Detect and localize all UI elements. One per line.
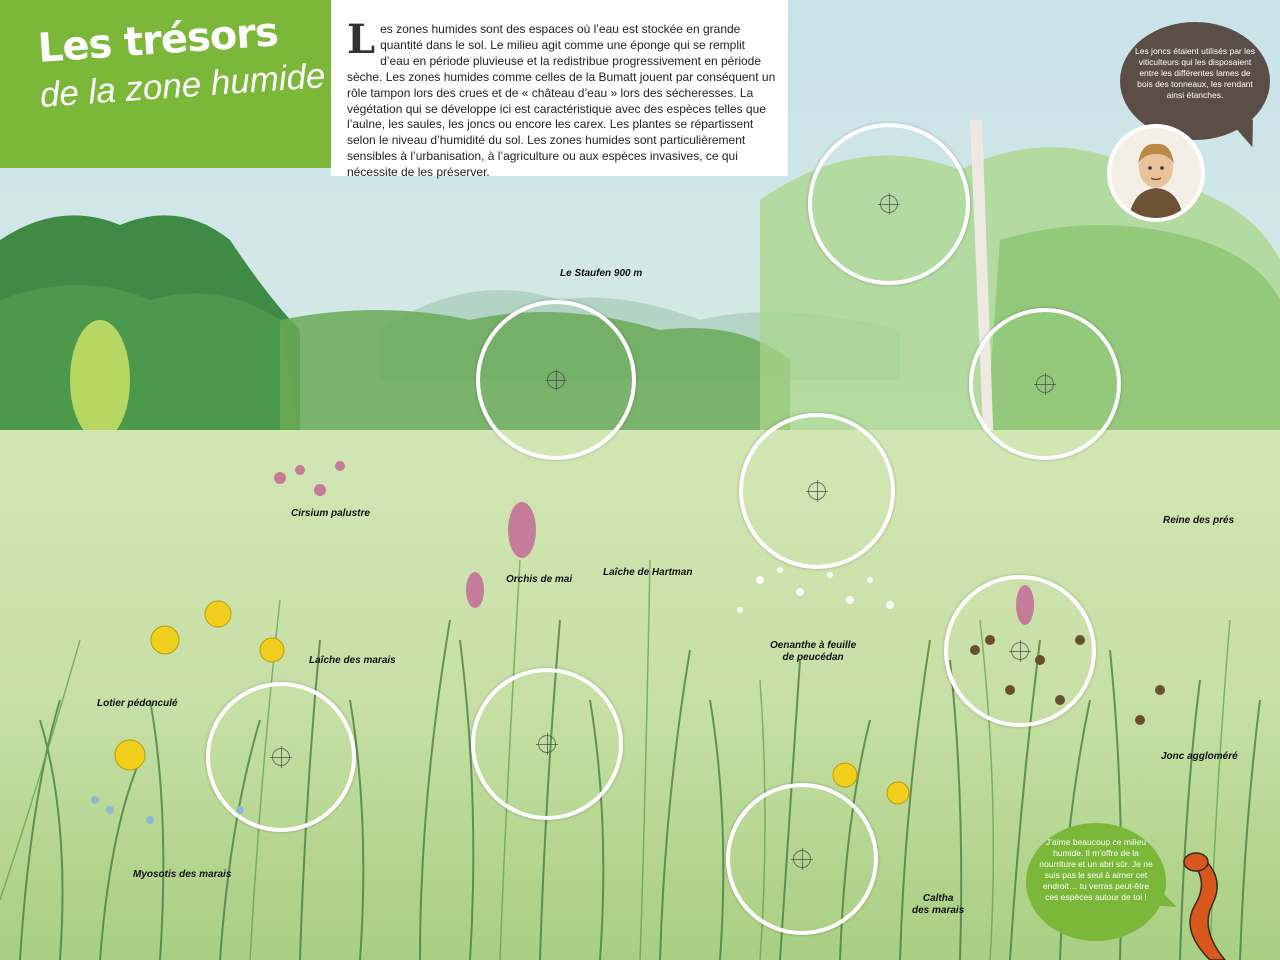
plant-label-lotier: Lotier pédonculé <box>97 698 178 709</box>
crosshair-icon <box>1011 642 1029 660</box>
page-title-line1: Les trésors <box>36 9 280 72</box>
plant-label-oenanthe-line2: de peucédan <box>782 652 844 663</box>
intro-paragraph <box>347 16 777 181</box>
salamander-speech-text: J’aime beaucoup ce milieu humide. Il m’offre de la nourriture et un abri sûr. Je ne suis pas le seul à aimer cet endroit… tu verras peut-être ces espèces autour de toi ! <box>1039 837 1153 902</box>
plant-label-caltha-line1: Caltha <box>922 893 954 904</box>
hotspot-ring-laiche[interactable] <box>206 682 356 832</box>
plant-label-cirsium: Cirsium palustre <box>291 508 370 519</box>
plant-label-oenanthe-line1: Oenanthe à feuille <box>770 640 857 651</box>
hotspot-ring-caltha[interactable] <box>726 783 878 935</box>
character-speech-text: Les joncs étaient utilisés par les viticulteurs qui les disposaient entre les différentes lames de bois des tonneaux, les rendant ainsi étanches. <box>1134 46 1255 100</box>
hotspot-ring-jonc[interactable] <box>944 575 1096 727</box>
intro-panel <box>331 0 788 180</box>
plant-label-jonc: Jonc aggloméré <box>1161 751 1238 762</box>
plant-label-laiche-hartman: Laîche de Hartman <box>603 567 693 578</box>
crosshair-icon <box>1036 375 1054 393</box>
crosshair-icon <box>808 482 826 500</box>
plant-label-reine-pres: Reine des prés <box>1163 515 1235 526</box>
plant-label-laiche-marais: Laîche des marais <box>309 655 396 666</box>
hotspot-ring-grass[interactable] <box>471 668 623 820</box>
hotspot-ring-birch[interactable] <box>808 123 970 285</box>
crosshair-icon <box>547 371 565 389</box>
crosshair-icon <box>880 195 898 213</box>
hotspot-ring-reeds[interactable] <box>969 308 1121 460</box>
plant-label-caltha-line2: des marais <box>912 905 965 916</box>
dropcap: L <box>347 16 376 63</box>
speech-bubble-tail <box>1234 119 1262 150</box>
crosshair-icon <box>538 735 556 753</box>
plant-label-caltha <box>912 893 964 917</box>
page-title-line2: de la zone humide <box>38 56 327 115</box>
hotspot-ring-oenanthe[interactable] <box>739 413 895 569</box>
crosshair-icon <box>793 850 811 868</box>
intro-body: es zones humides sont des espaces où l’eau est stockée en grande quantité dans le sol. Le milieu agit comme une éponge qui se remplit d’eau en période pluvieuse et la redistribue progressivement en période sèche. Les zones humides comme celles de la Bumatt jouent par conséquent un rôle tampon lors des crues et de « château d’eau » lors des sécheresses. La végétation qui se développe ici est caractéristique avec des espèces telles que l’aulne, les saules, les joncs ou encore les carex. Les plantes se répartissent selon le niveau d’humidité du sol. Les zones humides sont particulièrement sensibles à l’urbanisation, à l’agriculture ou aux espèces invasives, ce qui nécessite de les préserver. <box>347 22 776 180</box>
hotspot-ring-meadow[interactable] <box>476 300 636 460</box>
character-portrait <box>1107 124 1205 222</box>
plant-label-orchis: Orchis de mai <box>506 574 573 585</box>
salamander-speech-bubble <box>1026 823 1166 943</box>
character-face-icon <box>1111 128 1201 218</box>
crosshair-icon <box>272 748 290 766</box>
title-panel <box>0 0 331 168</box>
plant-label-myosotis: Myosotis des marais <box>133 869 232 880</box>
mountain-label: Le Staufen 900 m <box>560 268 643 279</box>
plant-label-oenanthe <box>770 640 856 664</box>
